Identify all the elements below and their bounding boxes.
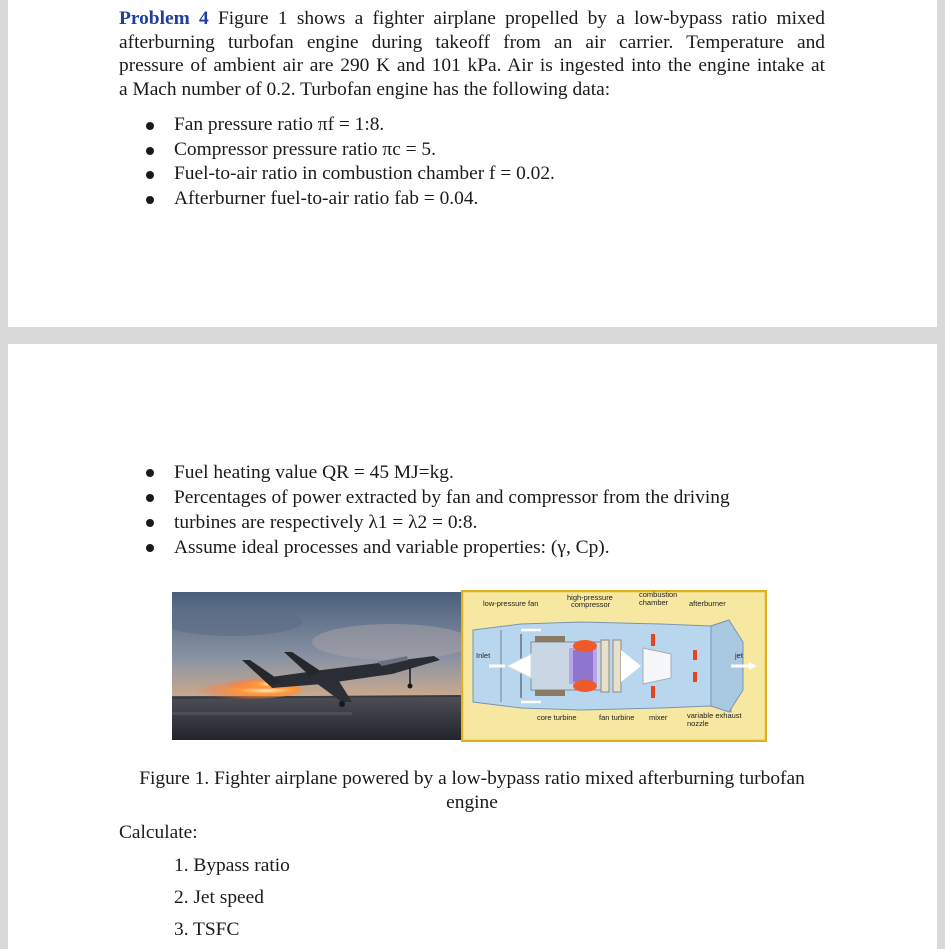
problem-line-1: Problem 4 Figure 1 shows a fighter airplane propelled by a low-bypass ratio mixed xyxy=(119,8,825,29)
list-item: Fuel heating value QR = 45 MJ=kg. xyxy=(146,460,730,485)
list-item: Percentages of power extracted by fan and compressor from the driving xyxy=(146,485,730,510)
list-item: Fuel-to-air ratio in combustion chamber f = 0.02. xyxy=(146,162,555,187)
list-item: 1. Bypass ratio xyxy=(174,855,290,876)
list-item: turbines are respectively λ1 = λ2 = 0:8. xyxy=(146,510,730,535)
label-combustion-chamber-2: chamber xyxy=(639,598,669,607)
calculate-list xyxy=(174,854,290,949)
list-item: Afterburner fuel-to-air ratio fab = 0.04. xyxy=(146,187,555,212)
list-item: Compressor pressure ratio πc = 5. xyxy=(146,138,555,163)
problem-line-4: a Mach number of 0.2. Turbofan engine has the following data: xyxy=(119,78,611,100)
label-variable-exhaust-nozzle-2: nozzle xyxy=(687,719,709,728)
bullet-icon xyxy=(146,196,154,204)
bullet-icon xyxy=(146,171,154,179)
figure-caption xyxy=(112,767,832,815)
label-jet: jet xyxy=(735,651,743,660)
page-top xyxy=(8,0,937,327)
problem-line-3: pressure of ambient air are 290 K and 101 kPa. Air is ingested into the engine intake at xyxy=(119,55,825,76)
engine-data-list xyxy=(146,113,555,212)
caption-line-1: Figure 1. Fighter airplane powered by a low-bypass ratio mixed afterburning turbofan xyxy=(139,768,805,789)
problem-label: Problem 4 xyxy=(119,8,209,29)
label-variable-exhaust-nozzle-1: variable exhaust xyxy=(687,711,742,720)
bullet-icon xyxy=(146,147,154,155)
list-item: 2. Jet speed xyxy=(174,887,264,908)
bullet-icon xyxy=(146,494,154,502)
list-item: Fan pressure ratio πf = 1:8. xyxy=(146,113,555,138)
calculate-heading: Calculate: xyxy=(119,822,198,843)
page-bottom xyxy=(8,344,937,949)
bullet-icon xyxy=(146,544,154,552)
fighter-jet-image xyxy=(172,592,462,740)
label-low-pressure-fan: low-pressure fan xyxy=(483,599,539,608)
label-combustion-chamber-1: combustion xyxy=(639,590,678,599)
label-afterburner: afterburner xyxy=(689,599,726,608)
problem-line-2: afterburning turbofan engine during takeoff from an air carrier. Temperature and xyxy=(119,31,825,53)
bullet-icon xyxy=(146,519,154,527)
engine-data-list-continued xyxy=(146,460,730,560)
label-inlet: Inlet xyxy=(476,651,491,660)
label-high-pressure-compressor-1: high-pressure xyxy=(567,593,613,602)
list-item: 3. TSFC xyxy=(174,919,240,940)
problem-statement xyxy=(119,7,825,101)
fighter-jet-photo xyxy=(172,592,462,740)
list-item: Assume ideal processes and variable properties: (γ, Cp). xyxy=(146,535,730,560)
label-mixer: mixer xyxy=(649,713,668,722)
bullet-icon xyxy=(146,469,154,477)
label-core-turbine: core turbine xyxy=(537,713,577,722)
turbofan-engine-diagram xyxy=(461,590,767,742)
label-fan-turbine: fan turbine xyxy=(599,713,635,722)
label-high-pressure-compressor-2: compressor xyxy=(571,600,611,609)
caption-line-2: engine xyxy=(446,792,498,813)
bullet-icon xyxy=(146,122,154,130)
